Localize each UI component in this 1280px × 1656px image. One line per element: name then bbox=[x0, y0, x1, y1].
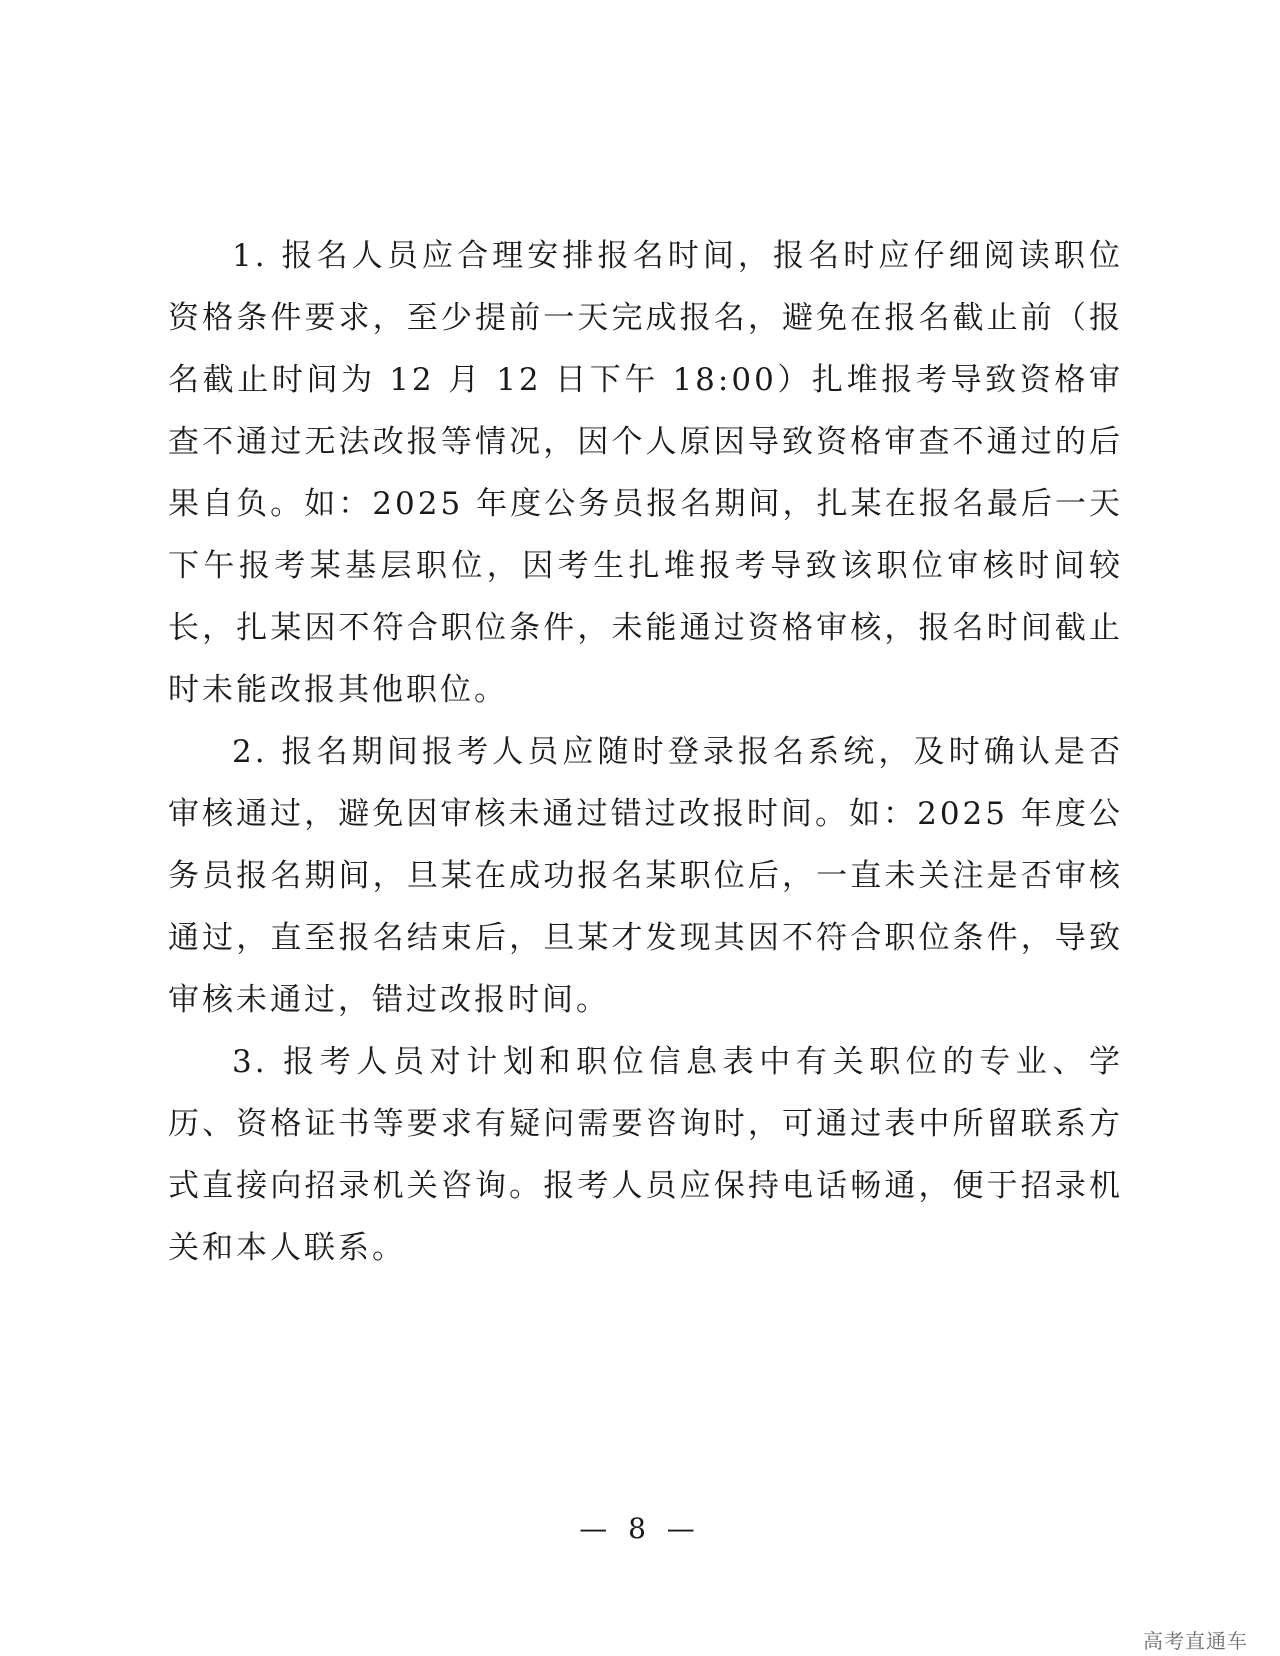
paragraph-2: 2. 报名期间报考人员应随时登录报名系统，及时确认是否审核通过，避免因审核未通过错过改报时间。如：2025 年度公务员报名期间，旦某在成功报名某职位后，一直未关注是否审核通过，直至报名结束后，旦某才发现其因不符合职位条件，导致审核未通过，错过改报时间。 bbox=[168, 734, 1123, 1018]
page-number: — 8 — bbox=[579, 1512, 701, 1545]
document-body bbox=[168, 225, 1123, 1279]
paragraph-1: 1. 报名人员应合理安排报名时间，报名时应仔细阅读职位资格条件要求，至少提前一天完成报名，避免在报名截止前（报名截止时间为 12 月 12 日下午 18:00）扎堆报考导致资格审查不通过无法改报等情况，因个人原因导致资格审查不通过的后果自负。如：2025 年度公务员报名期间，扎某在报名最后一天下午报考某基层职位，因考生扎堆报考导致该职位审核时间较长，扎某因不符合职位条件，未能通过资格审核，报名时间截止时未能改报其他职位。 bbox=[168, 238, 1123, 708]
paragraph-3: 3. 报考人员对计划和职位信息表中有关职位的专业、学历、资格证书等要求有疑问需要咨询时，可通过表中所留联系方式直接向招录机关咨询。报考人员应保持电话畅通，便于招录机关和本人联系。 bbox=[168, 1044, 1123, 1266]
watermark-text: 高考直通车 bbox=[1143, 1629, 1248, 1653]
